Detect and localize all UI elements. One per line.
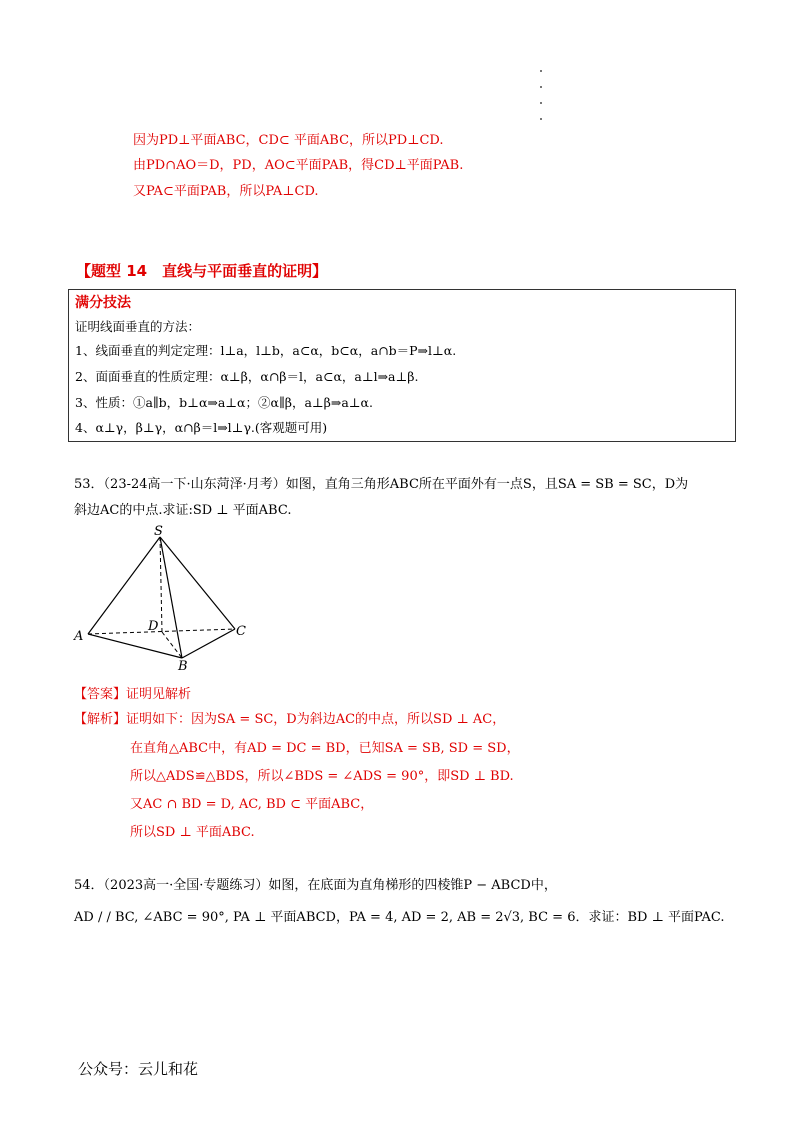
method-line-4: 3、性质：①a∥b，b⊥α⇒a⊥α；②α∥β，a⊥β⇒a⊥α. xyxy=(75,395,373,410)
analysis-line-5: 所以SD ⊥ 平面ABC. xyxy=(130,825,255,840)
method-line-2: 1、线面垂直的判定定理：l⊥a，l⊥b，a⊂α，b⊂α，a∩b＝P⇒l⊥α. xyxy=(75,343,457,358)
answer-line: 【答案】证明见解析 xyxy=(74,687,192,702)
problem-53-line-2: 斜边AC的中点.求证:SD ⊥ 平面ABC. xyxy=(74,503,292,518)
edge-BC xyxy=(182,629,235,658)
section-heading: 【题型 14 直线与平面垂直的证明】 xyxy=(76,262,328,280)
footer-account: 公众号：云儿和花 xyxy=(78,1060,199,1078)
label-C: C xyxy=(236,624,246,639)
method-box-title: 满分技法 xyxy=(75,295,131,311)
label-D: D xyxy=(148,619,159,634)
method-line-3: 2、面面垂直的性质定理：α⊥β，α∩β＝l，a⊂α，a⊥l⇒a⊥β. xyxy=(75,369,419,384)
proof-line-2: 由PD∩AO＝D，PD，AO⊂平面PAB，得CD⊥平面PAB. xyxy=(133,158,464,173)
margin-dots xyxy=(540,70,546,134)
method-line-5: 4、α⊥γ，β⊥γ，α∩β＝l⇒l⊥γ.(客观题可用) xyxy=(75,420,328,435)
label-S: S xyxy=(154,524,163,539)
problem-53-line-1: 53．（23-24高一下·山东菏泽·月考）如图，直角三角形ABC所在平面外有一点S，且SA = SB = SC，D为 xyxy=(74,477,689,492)
edge-SC xyxy=(160,537,235,629)
pyramid-figure xyxy=(70,522,260,672)
edge-SD-dashed xyxy=(160,537,162,632)
proof-line-1: 因为PD⊥平面ABC，CD⊂ 平面ABC，所以PD⊥CD. xyxy=(133,133,444,148)
problem-54-line-1: 54．（2023高一·全国·专题练习）如图，在底面为直角梯形的四棱锥P − ABCD中， xyxy=(74,878,557,893)
analysis-line-1: 【解析】证明如下：因为SA = SC，D为斜边AC的中点，所以SD ⊥ AC， xyxy=(74,712,506,727)
label-A: A xyxy=(74,629,84,644)
method-box xyxy=(68,289,736,442)
edge-SB xyxy=(160,537,182,658)
label-B: B xyxy=(178,659,188,672)
problem-54-line-2: AD / / BC, ∠ABC = 90°, PA ⊥ 平面ABCD，PA = 4, AD = 2, AB = 2√3, BC = 6．求证：BD ⊥ 平面PAC. xyxy=(74,910,725,925)
proof-line-3: 又PA⊂平面PAB，所以PA⊥CD. xyxy=(133,184,319,199)
method-line-1: 证明线面垂直的方法： xyxy=(75,319,201,334)
analysis-line-4: 又AC ∩ BD = D, AC, BD ⊂ 平面ABC， xyxy=(130,797,374,812)
edge-AB xyxy=(88,634,182,658)
analysis-line-2: 在直角△ABC中，有AD = DC = BD，已知SA = SB, SD = SD， xyxy=(130,741,520,756)
analysis-line-3: 所以△ADS≌△BDS，所以∠BDS = ∠ADS = 90°，即SD ⊥ BD. xyxy=(130,769,514,784)
